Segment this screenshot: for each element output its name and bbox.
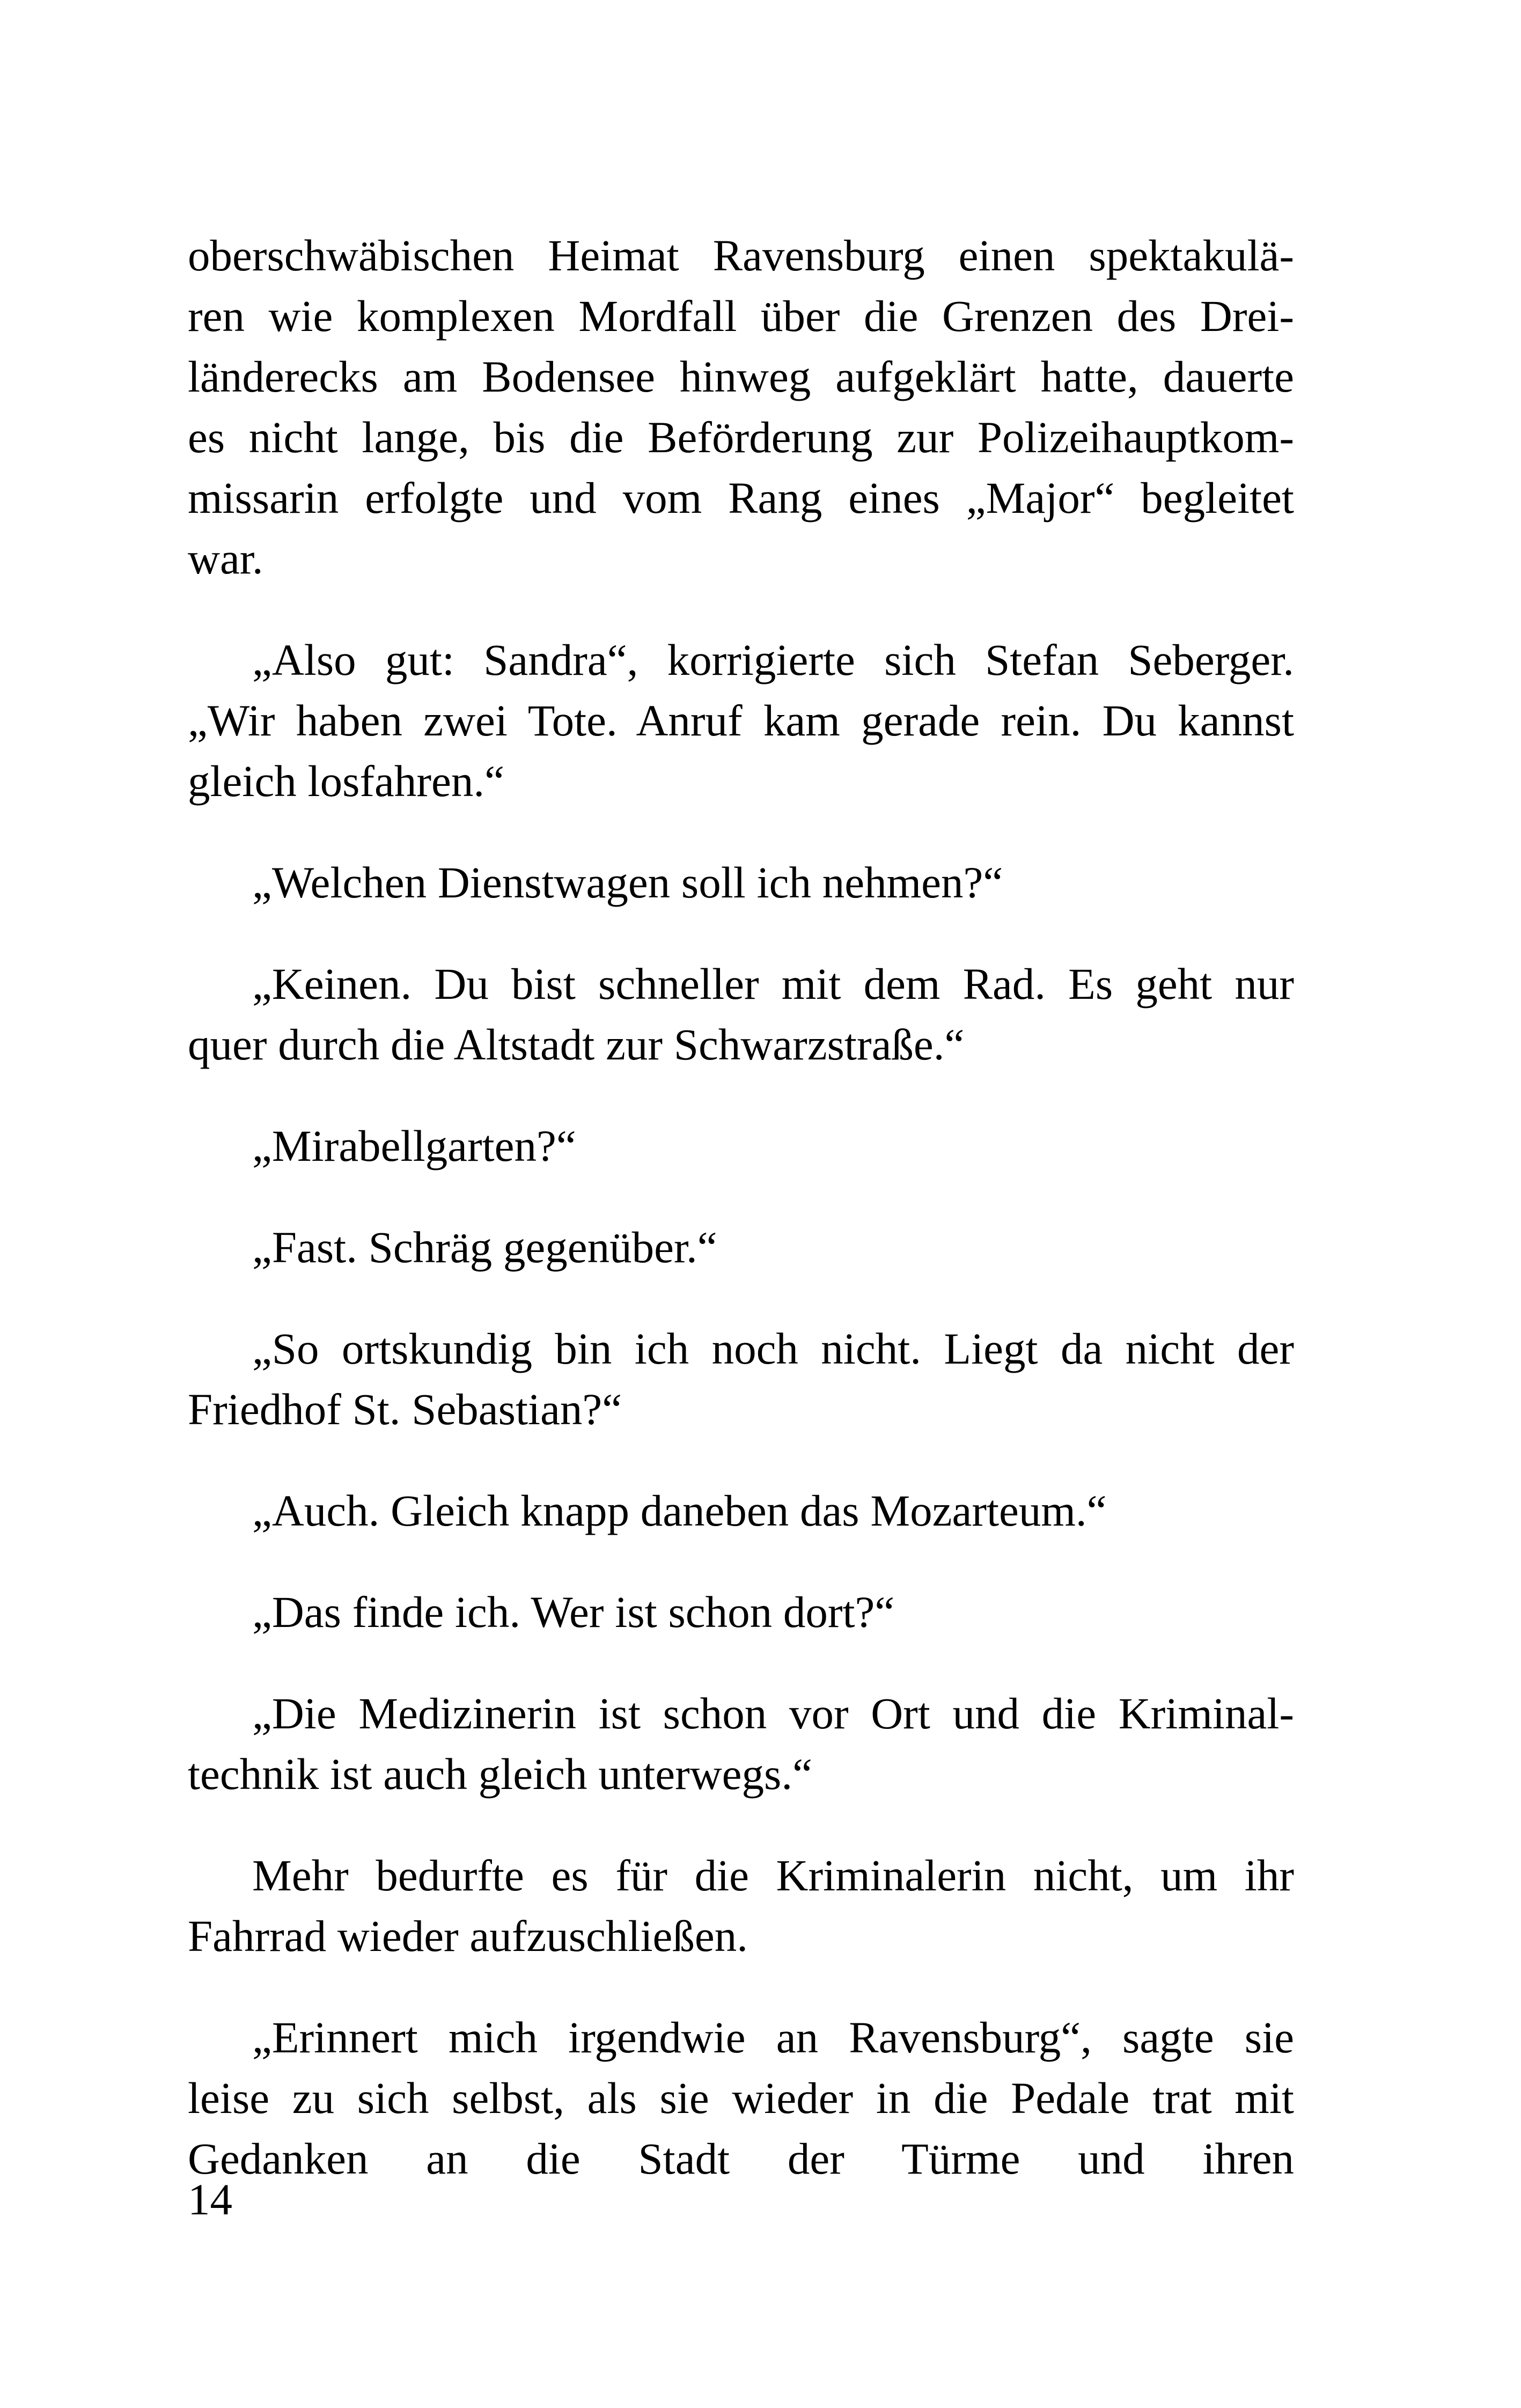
- text-line: „Fast. Schräg gegenüber.“: [252, 1223, 717, 1272]
- paragraph: [188, 1217, 1294, 1278]
- text-line: länderecks am Bodensee hinweg aufgeklärt hatte, dauerte: [188, 352, 1294, 401]
- text-line: Friedhof St. Sebastian?“: [188, 1385, 622, 1434]
- paragraph: [188, 225, 1294, 589]
- text-line: „Mirabellgarten?“: [252, 1121, 576, 1170]
- text-line: oberschwäbischen Heimat Ravensburg einen spektakulä-: [188, 231, 1294, 280]
- page-body: [188, 225, 1294, 2189]
- paragraph: [188, 1683, 1294, 1805]
- paragraph: [188, 1481, 1294, 1541]
- text-line: missarin erfolgte und vom Rang eines „Major“ begleitet: [188, 473, 1294, 522]
- paragraph: [188, 630, 1294, 812]
- text-line: leise zu sich selbst, als sie wieder in die Pedale trat mit: [188, 2073, 1294, 2123]
- paragraph: [188, 1845, 1294, 1967]
- text-line: war.: [188, 534, 263, 583]
- paragraph: [188, 1116, 1294, 1176]
- text-line: „Auch. Gleich knapp daneben das Mozarteum.“: [252, 1486, 1107, 1535]
- text-line: „Wir haben zwei Tote. Anruf kam gerade rein. Du kannst: [188, 696, 1294, 745]
- text-line: „Also gut: Sandra“, korrigierte sich Stefan Seberger.: [252, 635, 1294, 684]
- text-line: ren wie komplexen Mordfall über die Grenzen des Drei-: [188, 291, 1294, 341]
- text-line: es nicht lange, bis die Beförderung zur Polizeihauptkom-: [188, 413, 1294, 462]
- text-line: Fahrrad wieder aufzuschließen.: [188, 1911, 748, 1961]
- paragraph: [188, 2007, 1294, 2189]
- text-line: Gedanken an die Stadt der Türme und ihren: [188, 2134, 1294, 2183]
- text-line: „Erinnert mich irgendwie an Ravensburg“, sagte sie: [252, 2013, 1294, 2062]
- paragraph: [188, 954, 1294, 1075]
- text-line: „Die Medizinerin ist schon vor Ort und die Kriminal-: [252, 1689, 1294, 1738]
- text-line: „Keinen. Du bist schneller mit dem Rad. Es geht nur: [252, 959, 1294, 1008]
- text-line: quer durch die Altstadt zur Schwarzstraße.“: [188, 1020, 965, 1069]
- text-line: gleich losfahren.“: [188, 756, 504, 806]
- text-line: „Welchen Dienstwagen soll ich nehmen?“: [252, 858, 1003, 907]
- text-line: „So ortskundig bin ich noch nicht. Liegt da nicht der: [252, 1324, 1294, 1373]
- text-line: technik ist auch gleich unterwegs.“: [188, 1749, 812, 1799]
- paragraph: [188, 1319, 1294, 1440]
- paragraph: [188, 852, 1294, 913]
- text-line: „Das finde ich. Wer ist schon dort?“: [252, 1587, 895, 1637]
- text-line: Mehr bedurfte es für die Kriminalerin nicht, um ihr: [252, 1851, 1294, 1900]
- page-number: 14: [188, 2175, 232, 2224]
- paragraph: [188, 1582, 1294, 1643]
